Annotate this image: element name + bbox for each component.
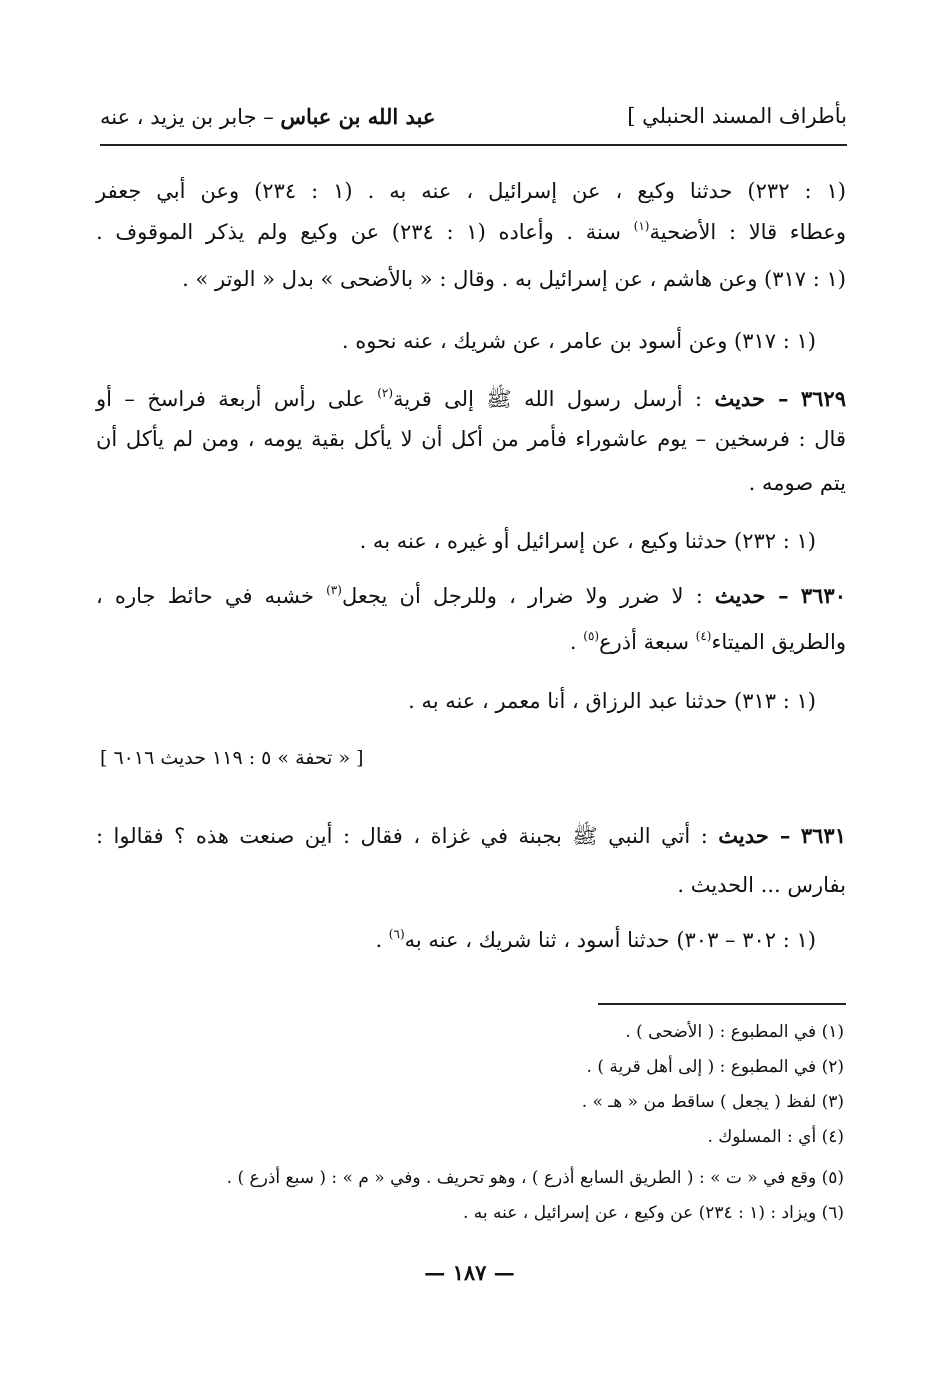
footnote-ref: (٤) (695, 629, 712, 643)
footnote-ref: (٦) (388, 927, 405, 941)
text-run: . (375, 928, 389, 952)
hadith-keyword: – حديث (714, 583, 789, 608)
section-title (100, 104, 435, 129)
text-run: سبعة أذرع (599, 630, 696, 654)
footnote-6: (٦) ويزاد : (١ : ٢٣٤) عن وكيع ، عن إسرائيل ، عنه به . (462, 1203, 844, 1223)
hadith-3630-chain: (١ : ٣١٣) حدثنا عبد الرزاق ، أنا معمر ، عنه به . (408, 689, 816, 713)
text-run: : لا ضرر ولا ضرار ، وللرجل أن يجعل (341, 584, 715, 608)
footnote-ref: (٢) (377, 386, 394, 400)
chain-line-3: (١ : ٣١٧) وعن هاشم ، عن إسرائيل به . وقال : « بالأضحى » بدل « الوتر » . (182, 267, 846, 291)
text-run: (١ : ٣٠٢ – ٣٠٣) حدثنا أسود ، ثنا شريك ، عنه به (404, 928, 816, 952)
footnote-ref: (٥) (583, 629, 600, 643)
hadith-number: ٣٦٣٠ (800, 583, 846, 608)
hadith-3631-line-1 (96, 817, 846, 855)
footnote-3: (٣) لفظ ( يجعل ) ساقط من « هـ » . (581, 1092, 844, 1112)
running-header (100, 100, 847, 146)
text-run: : أرسل رسول الله ﷺ إلى قرية (393, 387, 715, 411)
chain-line-1: (١ : ٢٣٢) حدثنا وكيع ، عن إسرائيل ، عنه به . (١ : ٢٣٤) وعن أبي جعفر (96, 179, 846, 203)
hadith-keyword: – حديث (714, 386, 789, 411)
text-run: سنة . وأعاده (١ : ٢٣٤) عن وكيع ولم يذكر الموقوف . (96, 220, 634, 244)
hadith-3631-line-2: بفارس ... الحديث . (677, 873, 846, 897)
section-title-bold: عبد الله بن عباس (280, 104, 436, 129)
text-run: : أتي النبي ﷺ بجبنة في غزاة ، فقال : أين صنعت هذه ؟ فقالوا : (96, 824, 719, 848)
footnote-4: (٤) أي : المسلوك . (707, 1127, 844, 1147)
hadith-3631-chain (375, 921, 816, 959)
text-run: والطريق الميتاء (711, 630, 846, 654)
page-number: — ١٨٧ — (424, 1260, 515, 1285)
hadith-3630-line-1 (96, 577, 846, 615)
footnote-divider (598, 1003, 846, 1005)
footnote-2: (٢) في المطبوع : ( إلى أهل قرية ) . (586, 1057, 844, 1077)
tuhfa-reference: [ « تحفة » ٥ : ١١٩ حديث ٦٠١٦ ] (100, 747, 364, 769)
section-title-rest: – جابر بن يزيد ، عنه (100, 105, 274, 129)
hadith-keyword: – حديث (718, 823, 791, 848)
hadith-3630-line-2 (570, 623, 846, 661)
footnote-ref: (٣) (326, 583, 342, 597)
text-run: . (569, 630, 584, 654)
book-title: بأطراف المسند الحنبلي ] (627, 104, 847, 128)
footnote-ref: (١) (633, 219, 650, 233)
chain-line-4: (١ : ٣١٧) وعن أسود بن عامر ، عن شريك ، عنه نحوه . (341, 329, 816, 353)
text-run: وعطاء قالا : الأضحية (649, 220, 846, 244)
hadith-3629-line-2: قال : فرسخين – يوم عاشوراء فأمر من أكل أن لا يأكل بقية يومه ، ومن لم يأكل أن (96, 427, 846, 451)
hadith-3629-chain: (١ : ٢٣٢) حدثنا وكيع ، عن إسرائيل أو غيره ، عنه به . (359, 529, 816, 553)
text-run: على رأس أربعة فراسخ – أو (96, 387, 378, 411)
text-run: خشبه في حائط جاره ، (96, 584, 327, 608)
hadith-number: ٣٦٢٩ (800, 386, 846, 411)
footnote-1: (١) في المطبوع : ( الأضحى ) . (625, 1022, 844, 1042)
footnote-5: (٥) وقع في « ت » : ( الطريق السابع أذرع ) ، وهو تحريف . وفي « م » : ( سبع أذرع ) . (226, 1168, 844, 1188)
chain-line-2 (96, 213, 846, 251)
hadith-3629-line-1 (96, 380, 846, 418)
hadith-3629-line-3: يتم صومه . (748, 471, 846, 495)
hadith-number: ٣٦٣١ (800, 823, 846, 848)
